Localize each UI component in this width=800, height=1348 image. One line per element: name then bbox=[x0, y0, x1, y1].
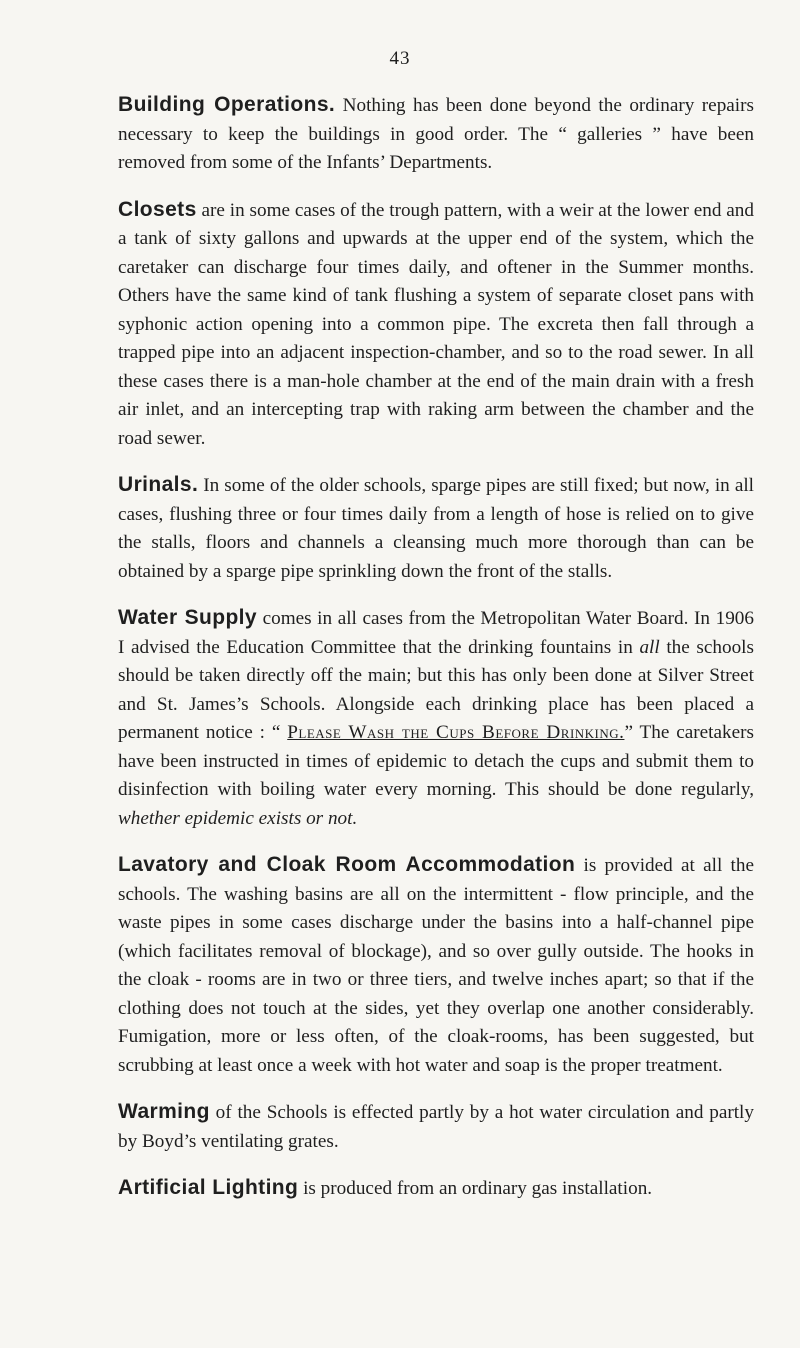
paragraph-text: are in some cases of the trough pattern, with a weir at the lower end and a tank of sixty gallons and upwards at the upper end of the system, which the caretaker can discharge four times daily, and oftener in the Summer months. Others have the same kind of tank flushing a system of separate closet pans with syphonic action opening into a common pipe. The excreta then fall through a trapped pipe into an adjacent inspection-chamber, and so to the road sewer. In all these cases there is a man-hole chamber at the end of the main drain with a fresh air inlet, and an intercepting trap with raking arm between the chamber and the road sewer. bbox=[118, 199, 754, 449]
paragraph-text: In some of the older schools, sparge pipes are still fixed; but now, in all cases, flushing three or four times daily from a length of hose is relied on to give the stalls, floors and channels a cleansing much more thorough than can be obtained by a sparge pipe sprinkling down the front of the stalls. bbox=[118, 475, 754, 582]
paragraph-heading: Building Operations. bbox=[118, 93, 336, 116]
paragraph-heading: Water Supply bbox=[118, 606, 257, 629]
emphasis-text: all bbox=[639, 636, 660, 658]
notice-text: Please Wash the Cups Before Drinking. bbox=[287, 722, 625, 743]
paragraph-warming bbox=[118, 1098, 754, 1156]
emphasis-text: whether epidemic exists or not. bbox=[118, 807, 358, 829]
paragraph-urinals bbox=[118, 471, 754, 586]
paragraph-text: comes in all cases from the Metropolitan Water Board. In 1906 I advised the Education Committee that the drinking fountains in bbox=[118, 608, 754, 658]
paragraph-artificial-lighting bbox=[118, 1174, 754, 1204]
paragraph-heading: Lavatory and Cloak Room Accommodation bbox=[118, 853, 576, 876]
paragraph-water-supply bbox=[118, 604, 754, 833]
paragraph-heading: Closets bbox=[118, 197, 197, 221]
paragraph-building-operations bbox=[118, 91, 754, 178]
page-number: 43 bbox=[389, 48, 411, 69]
paragraph-text: Nothing has been done beyond the ordinary repairs necessary to keep the buildings in good order. The “ galleries ” have been removed from some of the Infants’ Departments. bbox=[118, 95, 754, 173]
paragraph-text: ” The caretakers have been instructed in times of epidemic to detach the cups and submit them to disinfection with boiling water every morning. This should be done regularly, bbox=[118, 722, 754, 800]
paragraph-heading: Urinals. bbox=[118, 473, 199, 496]
paragraph-heading: Warming bbox=[118, 1100, 210, 1123]
paragraph-heading: Artificial Lighting bbox=[118, 1176, 299, 1199]
paragraph-text: is provided at all the schools. The washing basins are all on the intermittent - flow principle, and the waste pipes in some cases discharge under the basins into a half-channel pipe (which facilitates removal of blockage), and so over gully outside. The hooks in the cloak - rooms are in two or three tiers, and twelve inches apart; so that if the clothing does not touch at the sides, yet they overlap one another considerably. Fumigation, more or less often, of the cloak-rooms, has been suggested, but scrubbing at least once a week with hot water and soap is the proper treatment. bbox=[118, 855, 754, 1076]
paragraph-text: of the Schools is effected partly by a hot water circulation and partly by Boyd’s ventilating grates. bbox=[118, 1102, 754, 1152]
paragraph-closets bbox=[118, 196, 754, 454]
paragraph-text: the schools should be taken directly off the main; but this has only been done at Silver Street and St. James’s Schools. Alongside each drinking place has been placed a permanent notice : “ bbox=[118, 636, 754, 743]
document-body bbox=[118, 91, 754, 1222]
paragraph-text: is produced from an ordinary gas installation. bbox=[298, 1178, 653, 1199]
paragraph-lavatory bbox=[118, 851, 754, 1080]
